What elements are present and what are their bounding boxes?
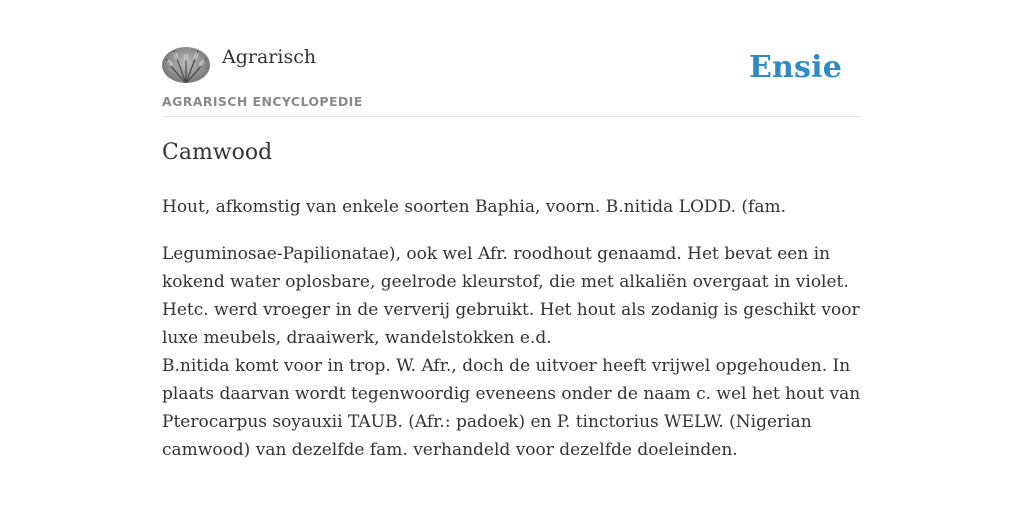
ensie-logo[interactable]: Ensie xyxy=(748,50,842,85)
header xyxy=(162,44,862,117)
paragraph: B.nitida komt voor in trop. W. Afr., doch de uitvoer heeft vrijwel opgehouden. In plaats daarvan wordt tegenwoordig eveneens onder de naam c. wel het hout van Pterocarpus soyauxii TAUB. (Afr.: padoek) en P. tinctorius WELW. (Nigerian camwood) van dezelfde fam. verhandeld voor dezelfde doeleinden. xyxy=(162,356,861,460)
page-title: Camwood xyxy=(162,140,273,165)
encyclopedia-subtitle: AGRARISCH ENCYCLOPEDIE xyxy=(162,94,363,109)
paragraph: Leguminosae-Papilionatae), ook wel Afr. roodhout genaamd. Het bevat een in kokend water oplosbare, geelrode kleurstof, die met alkaliën overgaat in violet. Hetc. werd vroeger in de ververij gebruikt. Het hout als zodanig is geschikt voor luxe meubels, draaiwerk, wandelstokken e.d. xyxy=(162,244,860,348)
wheat-icon[interactable] xyxy=(162,47,210,83)
source-name[interactable]: Agrarisch xyxy=(222,46,317,68)
article-body xyxy=(162,193,862,464)
paragraph: Hout, afkomstig van enkele soorten Baphia, voorn. B.nitida LODD. (fam. xyxy=(162,197,786,217)
